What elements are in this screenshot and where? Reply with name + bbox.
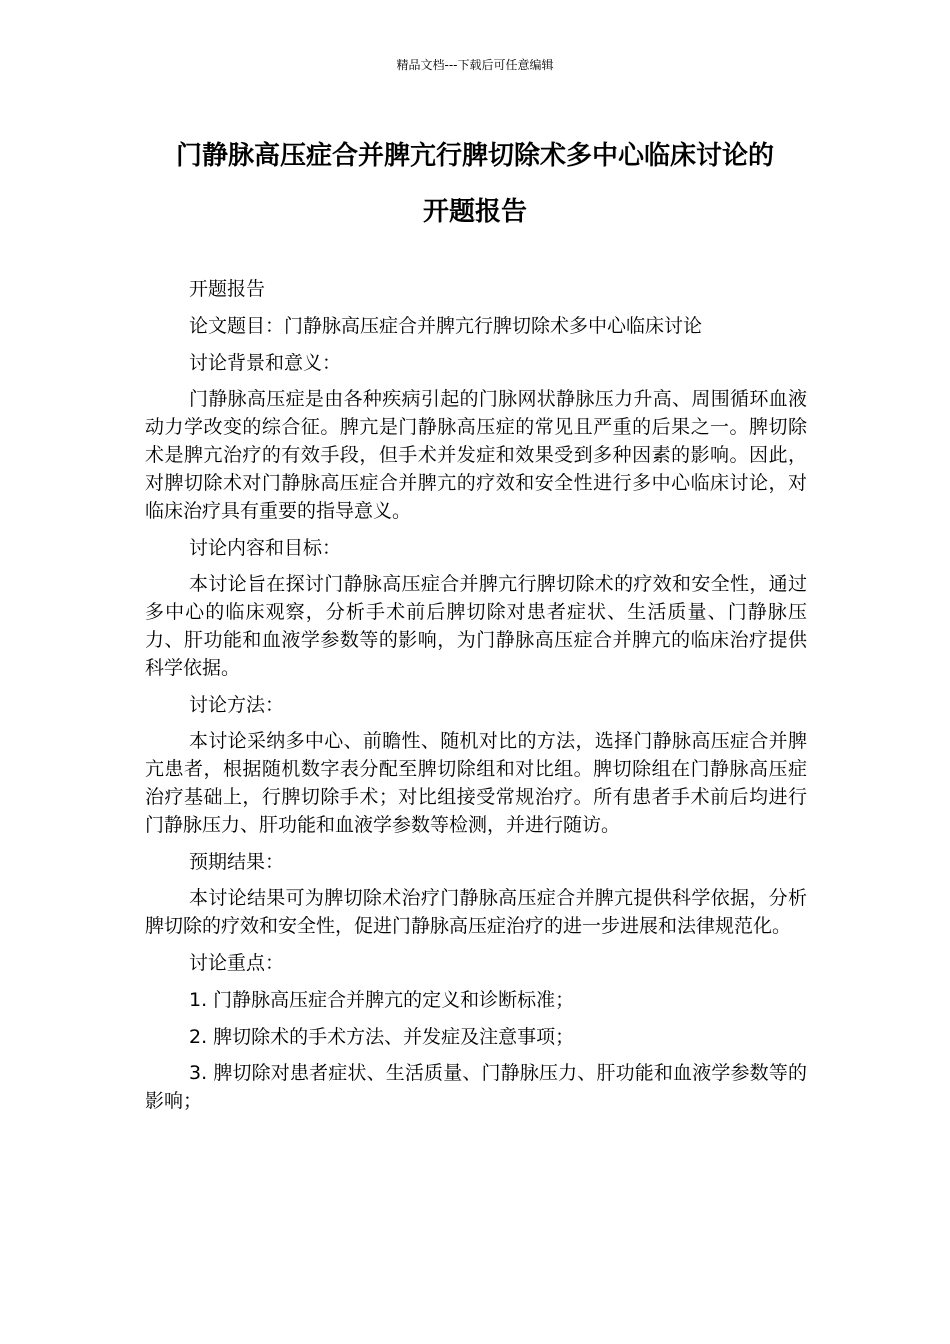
- method-heading: 讨论方法：: [189, 694, 285, 716]
- page-header: 精品文档---下载后可任意编辑: [396, 58, 554, 72]
- document-title-line-1: 门静脉高压症合并脾亢行脾切除术多中心临床讨论的: [175, 141, 774, 171]
- result-paragraph: 本讨论结果可为脾切除术治疗门静脉高压症合并脾亢提供科学依据，分析脾切除的疗效和安全性，促进门静脉高压症治疗的进一步进展和法律规范化。: [145, 887, 807, 937]
- thesis-title: 论文题目：门静脉高压症合并脾亢行脾切除术多中心临床讨论: [189, 315, 703, 337]
- content-heading: 讨论内容和目标：: [189, 537, 342, 559]
- background-paragraph: 门静脉高压症是由各种疾病引起的门脉网状静脉压力升高、周围循环血液动力学改变的综合征。脾亢是门静脉高压症的常见且严重的后果之一。脾切除术是脾亢治疗的有效手段，但手术并发症和效果受到多种因素的影响。因此，对脾切除术对门静脉高压症合并脾亢的疗效和安全性进行多中心临床讨论，对临床治疗具有重要的指导意义。: [145, 388, 807, 522]
- result-heading: 预期结果：: [189, 851, 285, 873]
- document-title: [120, 128, 830, 240]
- document-body: [145, 268, 807, 1123]
- method-paragraph: 本讨论采纳多中心、前瞻性、随机对比的方法，选择门静脉高压症合并脾亢患者，根据随机数字表分配至脾切除组和对比组。脾切除组在门静脉高压症治疗基础上，行脾切除手术；对比组接受常规治疗。所有患者手术前后均进行门静脉压力、肝功能和血液学参数等检测，并进行随访。: [145, 730, 807, 836]
- content-paragraph: 本讨论旨在探讨门静脉高压症合并脾亢行脾切除术的疗效和安全性，通过多中心的临床观察，分析手术前后脾切除对患者症状、生活质量、门静脉压力、肝功能和血液学参数等的影响，为门静脉高压症合并脾亢的临床治疗提供科学依据。: [145, 573, 807, 679]
- report-label: 开题报告: [189, 278, 266, 300]
- document-title-line-2: 开题报告: [422, 197, 527, 227]
- focus-item-2: 2. 脾切除术的手术方法、并发症及注意事项；: [189, 1026, 575, 1048]
- background-heading: 讨论背景和意义：: [189, 352, 342, 374]
- focus-item-3: 3. 脾切除对患者症状、生活质量、门静脉压力、肝功能和血液学参数等的影响；: [145, 1062, 807, 1112]
- focus-item-1: 1. 门静脉高压症合并脾亢的定义和诊断标准；: [189, 989, 575, 1011]
- focus-heading: 讨论重点：: [189, 952, 285, 974]
